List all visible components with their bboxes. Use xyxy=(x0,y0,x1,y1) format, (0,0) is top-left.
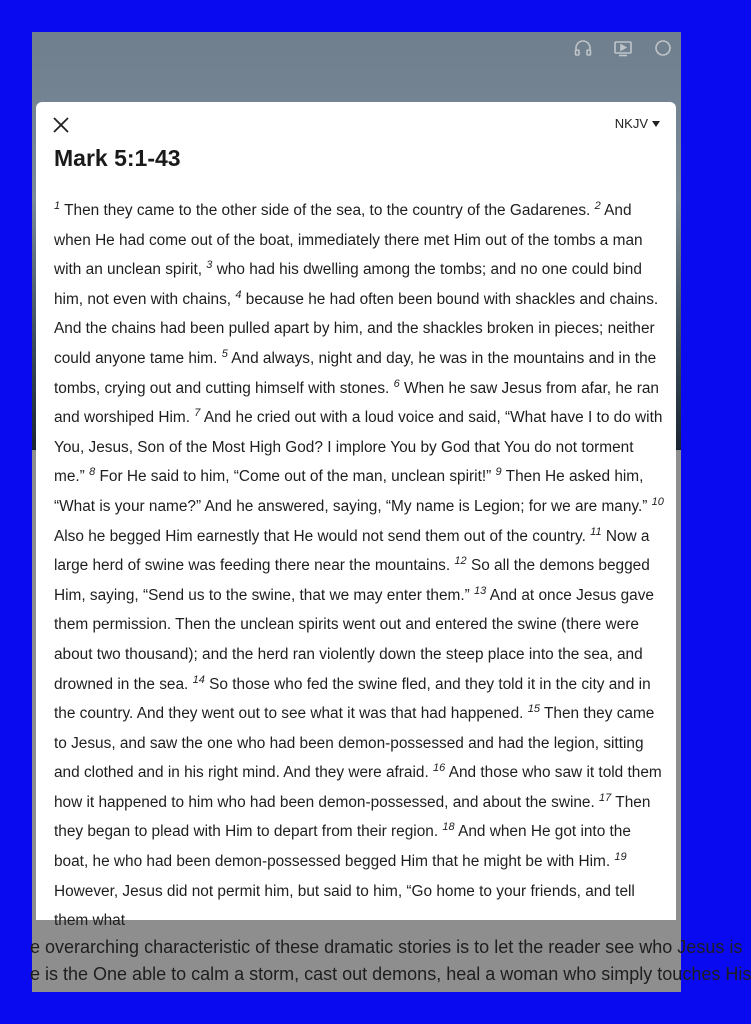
verse-text: So all the demons begged Him, saying, “Send us to the swine, that we may enter them.” xyxy=(54,557,650,604)
verse-number: 13 xyxy=(474,584,487,597)
verse-number: 6 xyxy=(393,377,400,390)
version-selector[interactable] xyxy=(615,116,660,131)
verse-text: And he cried out with a loud voice and said, “What have I to do with You, Jesus, Son of the Most High God? I implore You by God that You do not torment me.” xyxy=(54,409,663,486)
verse-text: because he had often been bound with shackles and chains. And the chains had been pulled apart by him, and the shackles broken in pieces; neither could anyone tame him. xyxy=(54,290,659,367)
version-label: NKJV xyxy=(614,116,648,131)
verse-number: 17 xyxy=(599,791,612,804)
verse-number: 1 xyxy=(54,199,61,212)
verse-number: 19 xyxy=(614,850,627,863)
verse-number: 18 xyxy=(442,821,455,834)
verse-text: And those who saw it told them how it happened to him who had been demon-possessed, and about the swine. xyxy=(54,764,662,811)
verse-number: 9 xyxy=(495,466,502,479)
headphones-icon[interactable] xyxy=(573,38,593,58)
verse-number: 10 xyxy=(651,495,664,508)
close-icon[interactable] xyxy=(50,114,72,136)
verse-text: So those who fed the swine fled, and they told it in the city and in the country. And they went out to see what it was that had happened. xyxy=(54,675,651,723)
verse-text: And when He got into the boat, he who had been demon-possessed begged Him that he might be with Him. xyxy=(54,823,631,871)
verse-text: who had his dwelling among the tombs; and no one could bind him, not even with chains, xyxy=(54,261,642,308)
verse-number: 8 xyxy=(89,466,96,479)
verse-number: 7 xyxy=(194,407,201,420)
media-controls xyxy=(573,38,681,58)
passage-title: Mark 5:1-43 xyxy=(54,145,181,171)
verse-text: When he saw Jesus from afar, he ran and worshiped Him. xyxy=(54,379,659,427)
more-icon[interactable] xyxy=(653,38,673,58)
verse-text: And at once Jesus gave them permission. Then the unclean spirits went out and entered the swine (there were about two thousand); and the herd ran violently down the steep place into the sea, and drowned in the sea. xyxy=(54,586,654,693)
verse-number: 4 xyxy=(235,288,242,301)
verse-number: 14 xyxy=(192,673,205,686)
verse-number: 2 xyxy=(594,199,601,212)
verse-text: However, Jesus did not permit him, but said to him, “Go home to your friends, and tell them what xyxy=(54,882,635,930)
verse-number: 12 xyxy=(454,555,467,567)
passage-text xyxy=(54,196,664,936)
verse-text: Now a large herd of swine was feeding there near the mountains. xyxy=(54,527,650,575)
verse-text: Then they began to plead with Him to depart from their region. xyxy=(54,793,651,841)
verse-number: 5 xyxy=(221,347,228,360)
verse-text: And always, night and day, he was in the mountains and in the tombs, crying out and cutting himself with stones. xyxy=(54,349,657,397)
verse-text: For He said to him, “Come out of the man, unclean spirit!” xyxy=(99,468,492,486)
scripture-modal xyxy=(36,102,676,930)
verse-number: 16 xyxy=(433,762,446,775)
verse-text: Also he begged Him earnestly that He would not send them out of the country. xyxy=(54,527,586,545)
verse-text: Then they came to Jesus, and saw the one who had been demon-possessed and had the legion, sitting and clothed and in his right mind. And they were afraid. xyxy=(54,705,655,782)
caret-down-icon xyxy=(652,121,660,127)
verse-number: 11 xyxy=(590,525,602,538)
video-icon[interactable] xyxy=(613,38,633,58)
verse-text: Then they came to the other side of the sea, to the country of the Gadarenes. xyxy=(64,202,591,219)
verse-number: 15 xyxy=(527,702,540,715)
article-line: e is the One able to calm a storm, cast out demons, heal a woman who simply touches His xyxy=(30,964,751,984)
verse-text: Then He asked him, “What is your name?” And he answered, saying, “My name is Legion; for we are many.” xyxy=(54,468,648,515)
verse-text: And when He had come out of the boat, immediately there met Him out of the tombs a man with an unclean spirit, xyxy=(54,202,643,279)
verse-number: 3 xyxy=(206,259,213,272)
article-line: e overarching characteristic of these dramatic stories is to let the reader see who Jesus is xyxy=(30,937,743,957)
